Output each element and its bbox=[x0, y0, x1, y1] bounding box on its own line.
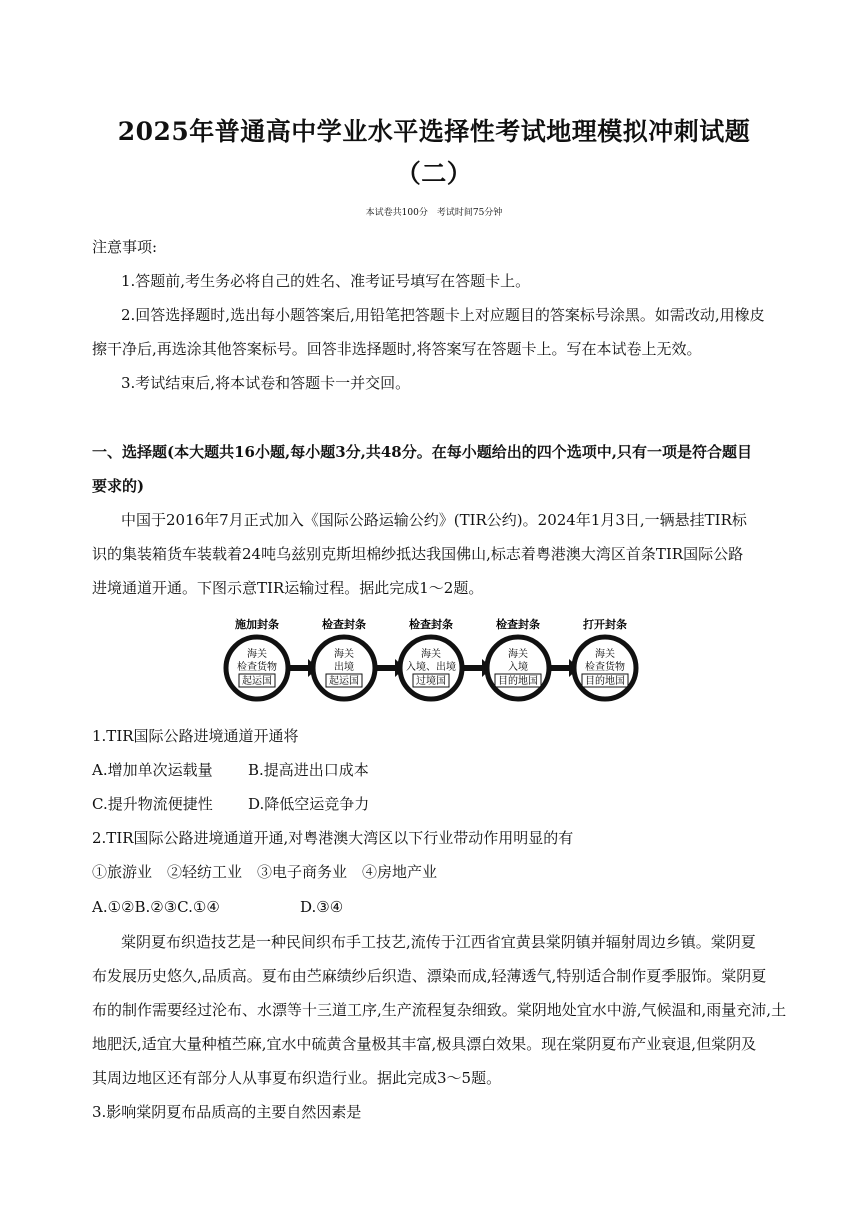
step-line1: 海关 bbox=[334, 649, 354, 660]
diagram-step-5 bbox=[574, 617, 636, 699]
question-2-stem: 2.TIR国际公路进境通道开通,对粤港澳大湾区以下行业带动作用明显的有 bbox=[92, 829, 574, 847]
exam-info: 本试卷共100分 考试时间75分钟 bbox=[365, 208, 503, 218]
step-line1: 海关 bbox=[508, 649, 528, 660]
q1-option-d: D.降低空运竞争力 bbox=[248, 795, 370, 813]
diagram-step-4 bbox=[487, 617, 549, 699]
q1-option-b: B.提高进出口成本 bbox=[248, 761, 369, 779]
step-line2: 入境、出境 bbox=[406, 662, 456, 673]
step-line1: 海关 bbox=[595, 649, 615, 660]
step-line2: 检查货物 bbox=[237, 662, 277, 673]
passage2-line-1: 棠阴夏布织造技艺是一种民间织布手工技艺,流传于江西省宜黄县棠阴镇并辐射周边乡镇。棠阴夏 bbox=[121, 933, 756, 951]
step-country: 过境国 bbox=[416, 676, 446, 687]
question-3-stem: 3.影响棠阴夏布品质高的主要自然因素是 bbox=[92, 1103, 362, 1121]
q1-option-c: C.提升物流便捷性 bbox=[92, 795, 213, 813]
step-line1: 海关 bbox=[247, 649, 267, 660]
step-label: 检查封条 bbox=[322, 618, 366, 631]
q2-items: ①旅游业 ②轻纺工业 ③电子商务业 ④房地产业 bbox=[92, 863, 438, 881]
question-1-stem: 1.TIR国际公路进境通道开通将 bbox=[92, 727, 299, 745]
step-country: 目的地国 bbox=[585, 676, 625, 687]
step-label: 检查封条 bbox=[496, 618, 540, 631]
step-line2: 出境 bbox=[334, 662, 354, 673]
notice-item-3: 3.考试结束后,将本试卷和答题卡一并交回。 bbox=[121, 374, 411, 392]
step-country: 起运国 bbox=[329, 676, 359, 687]
step-label: 打开封条 bbox=[583, 618, 627, 631]
diagram-step-3 bbox=[400, 617, 462, 699]
step-label: 施加封条 bbox=[235, 618, 279, 631]
passage2-line-3: 布的制作需要经过沦布、水漂等十三道工序,生产流程复杂细致。棠阴地处宜水中游,气候温和,雨量充沛,土 bbox=[92, 1001, 787, 1019]
step-country: 目的地国 bbox=[498, 676, 538, 687]
diagram-step-2 bbox=[313, 617, 375, 699]
diagram-step-1 bbox=[226, 617, 288, 699]
notice-item-2-cont: 擦干净后,再选涂其他答案标号。回答非选择题时,将答案写在答题卡上。写在本试卷上无效。 bbox=[92, 340, 702, 358]
page-subtitle: （二） bbox=[395, 159, 473, 188]
section-heading-cont: 要求的) bbox=[92, 477, 145, 495]
notice-heading: 注意事项: bbox=[92, 238, 158, 256]
q2-options-abc: A.①②B.②③C.①④ bbox=[92, 898, 220, 916]
passage2-line-4: 地肥沃,适宜大量种植苎麻,宜水中硫黄含量极其丰富,极具漂白效果。现在棠阴夏布产业衰退,但棠阴及 bbox=[92, 1035, 757, 1053]
step-country: 起运国 bbox=[242, 676, 272, 687]
passage1-line-3: 进境通道开通。下图示意TIR运输过程。据此完成1～2题。 bbox=[92, 579, 484, 597]
notice-item-2: 2.回答选择题时,选出每小题答案后,用铅笔把答题卡上对应题目的答案标号涂黑。如需改动,用橡皮 bbox=[121, 306, 765, 324]
tir-process-diagram bbox=[222, 616, 642, 704]
page-title: 2025年普通高中学业水平选择性考试地理模拟冲刺试题 bbox=[117, 117, 751, 146]
notice-item-1: 1.答题前,考生务必将自己的姓名、准考证号填写在答题卡上。 bbox=[121, 272, 531, 290]
passage2-line-5: 其周边地区还有部分人从事夏布织造行业。据此完成3～5题。 bbox=[92, 1069, 502, 1087]
step-line2: 检查货物 bbox=[585, 662, 625, 673]
step-label: 检查封条 bbox=[409, 618, 453, 631]
step-line2: 入境 bbox=[508, 662, 528, 673]
q2-option-d: D.③④ bbox=[300, 898, 344, 916]
passage2-line-2: 布发展历史悠久,品质高。夏布由苎麻绩纱后织造、漂染而成,轻薄透气,特别适合制作夏季服饰。棠阴夏 bbox=[92, 967, 767, 985]
section-heading: 一、选择题(本大题共16小题,每小题3分,共48分。在每小题给出的四个选项中,只有一项是符合题目 bbox=[92, 443, 752, 461]
step-line1: 海关 bbox=[421, 649, 441, 660]
q1-option-a: A.增加单次运载量 bbox=[92, 761, 213, 779]
passage1-line-2: 识的集装箱货车装载着24吨乌兹别克斯坦棉纱抵达我国佛山,标志着粤港澳大湾区首条TIR国际公路 bbox=[92, 545, 744, 563]
passage1-line-1: 中国于2016年7月正式加入《国际公路运输公约》(TIR公约)。2024年1月3日,一辆悬挂TIR标 bbox=[121, 511, 747, 529]
